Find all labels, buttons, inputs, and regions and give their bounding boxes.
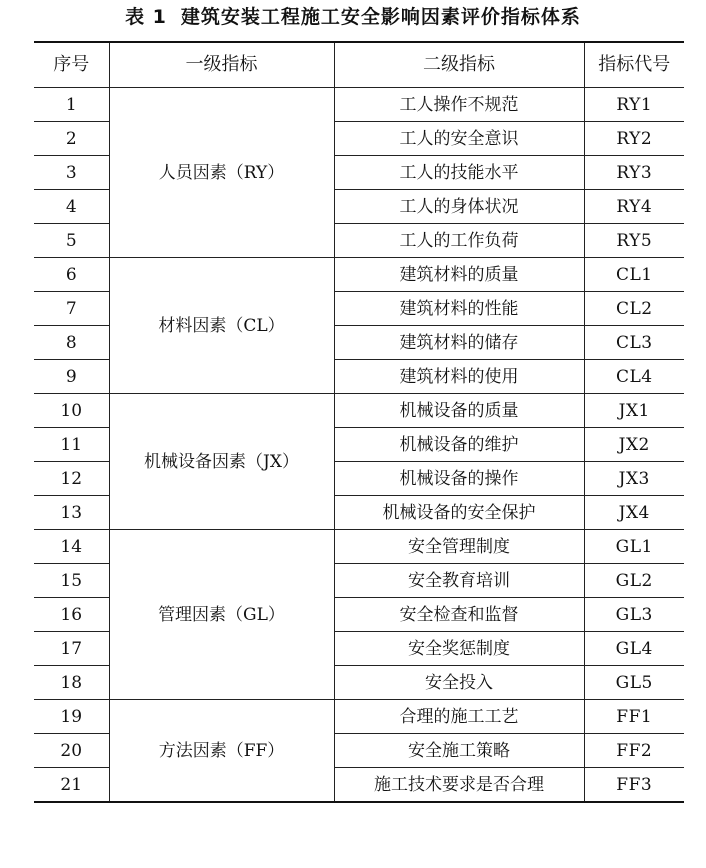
serial-cell: 17 xyxy=(34,632,109,666)
secondary-indicator-cell: 机械设备的维护 xyxy=(334,428,584,462)
primary-indicator-cell: 方法因素（FF） xyxy=(109,700,334,803)
code-cell: FF3 xyxy=(584,768,684,803)
secondary-indicator-cell: 机械设备的安全保护 xyxy=(334,496,584,530)
serial-cell: 8 xyxy=(34,326,109,360)
secondary-indicator-cell: 工人操作不规范 xyxy=(334,88,584,122)
code-cell: RY1 xyxy=(584,88,684,122)
secondary-indicator-cell: 安全投入 xyxy=(334,666,584,700)
code-cell: CL3 xyxy=(584,326,684,360)
code-cell: JX1 xyxy=(584,394,684,428)
serial-cell: 13 xyxy=(34,496,109,530)
code-cell: GL3 xyxy=(584,598,684,632)
secondary-indicator-cell: 安全管理制度 xyxy=(334,530,584,564)
secondary-indicator-cell: 工人的安全意识 xyxy=(334,122,584,156)
serial-cell: 11 xyxy=(34,428,109,462)
code-cell: CL4 xyxy=(584,360,684,394)
serial-cell: 12 xyxy=(34,462,109,496)
serial-cell: 10 xyxy=(34,394,109,428)
table-title xyxy=(0,4,706,30)
serial-cell: 14 xyxy=(34,530,109,564)
secondary-indicator-cell: 安全检查和监督 xyxy=(334,598,584,632)
indicator-table xyxy=(34,41,684,803)
primary-indicator-cell: 管理因素（GL） xyxy=(109,530,334,700)
table-caption: 建筑安装工程施工安全影响因素评价指标体系 xyxy=(180,6,581,28)
code-cell: CL2 xyxy=(584,292,684,326)
code-cell: FF1 xyxy=(584,700,684,734)
header-serial: 序号 xyxy=(34,42,109,88)
serial-cell: 18 xyxy=(34,666,109,700)
secondary-indicator-cell: 合理的施工工艺 xyxy=(334,700,584,734)
code-cell: CL1 xyxy=(584,258,684,292)
secondary-indicator-cell: 机械设备的操作 xyxy=(334,462,584,496)
serial-cell: 15 xyxy=(34,564,109,598)
serial-cell: 6 xyxy=(34,258,109,292)
header-code: 指标代号 xyxy=(584,42,684,88)
serial-cell: 19 xyxy=(34,700,109,734)
secondary-indicator-cell: 建筑材料的储存 xyxy=(334,326,584,360)
code-cell: GL1 xyxy=(584,530,684,564)
code-cell: JX2 xyxy=(584,428,684,462)
secondary-indicator-cell: 安全奖惩制度 xyxy=(334,632,584,666)
code-cell: FF2 xyxy=(584,734,684,768)
secondary-indicator-cell: 建筑材料的质量 xyxy=(334,258,584,292)
serial-cell: 16 xyxy=(34,598,109,632)
primary-indicator-cell: 材料因素（CL） xyxy=(109,258,334,394)
serial-cell: 2 xyxy=(34,122,109,156)
serial-cell: 20 xyxy=(34,734,109,768)
primary-indicator-cell: 机械设备因素（JX） xyxy=(109,394,334,530)
serial-cell: 4 xyxy=(34,190,109,224)
serial-cell: 5 xyxy=(34,224,109,258)
secondary-indicator-cell: 建筑材料的性能 xyxy=(334,292,584,326)
table-row xyxy=(34,258,684,292)
serial-cell: 7 xyxy=(34,292,109,326)
secondary-indicator-cell: 工人的工作负荷 xyxy=(334,224,584,258)
table-number: 表 1 xyxy=(125,6,167,28)
code-cell: RY2 xyxy=(584,122,684,156)
code-cell: GL4 xyxy=(584,632,684,666)
table-row xyxy=(34,530,684,564)
header-secondary: 二级指标 xyxy=(334,42,584,88)
code-cell: GL5 xyxy=(584,666,684,700)
secondary-indicator-cell: 工人的技能水平 xyxy=(334,156,584,190)
secondary-indicator-cell: 安全施工策略 xyxy=(334,734,584,768)
secondary-indicator-cell: 工人的身体状况 xyxy=(334,190,584,224)
primary-indicator-cell: 人员因素（RY） xyxy=(109,88,334,258)
serial-cell: 3 xyxy=(34,156,109,190)
code-cell: JX3 xyxy=(584,462,684,496)
code-cell: JX4 xyxy=(584,496,684,530)
secondary-indicator-cell: 建筑材料的使用 xyxy=(334,360,584,394)
table-row xyxy=(34,394,684,428)
code-cell: RY5 xyxy=(584,224,684,258)
code-cell: RY4 xyxy=(584,190,684,224)
header-row xyxy=(34,42,684,88)
code-cell: GL2 xyxy=(584,564,684,598)
secondary-indicator-cell: 安全教育培训 xyxy=(334,564,584,598)
secondary-indicator-cell: 机械设备的质量 xyxy=(334,394,584,428)
code-cell: RY3 xyxy=(584,156,684,190)
header-primary: 一级指标 xyxy=(109,42,334,88)
table-row xyxy=(34,700,684,734)
serial-cell: 21 xyxy=(34,768,109,803)
secondary-indicator-cell: 施工技术要求是否合理 xyxy=(334,768,584,803)
serial-cell: 9 xyxy=(34,360,109,394)
serial-cell: 1 xyxy=(34,88,109,122)
table-row xyxy=(34,88,684,122)
